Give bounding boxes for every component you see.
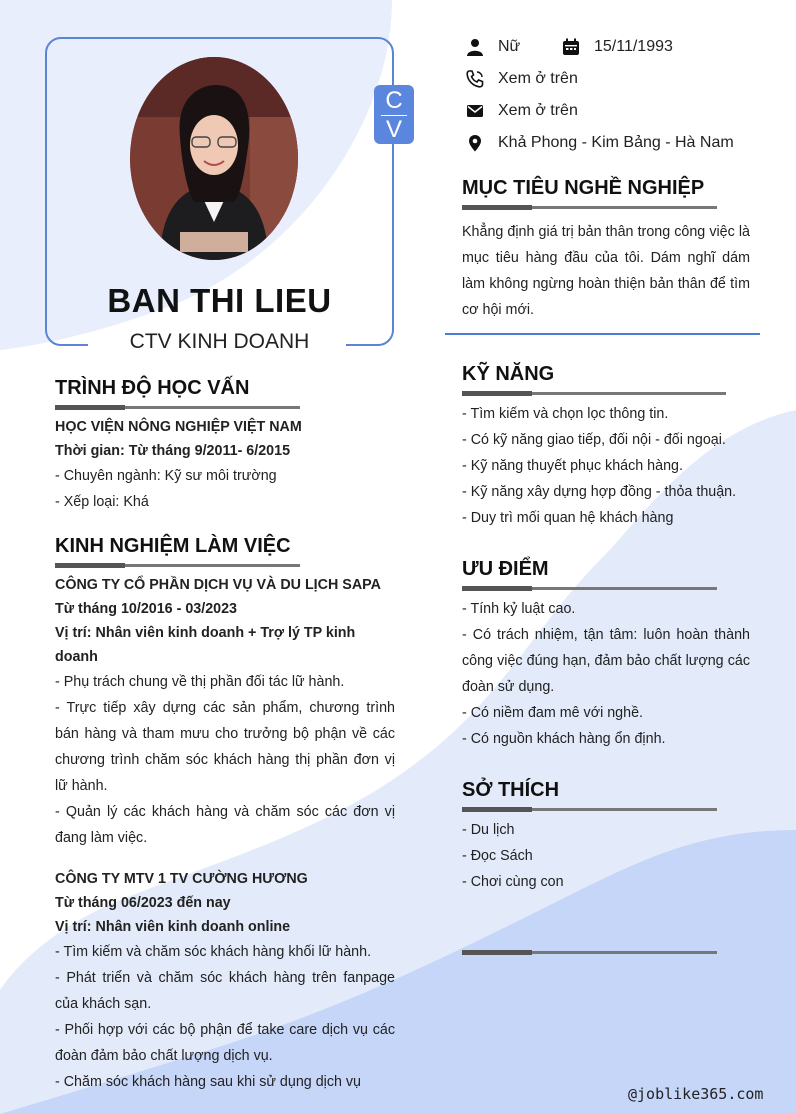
education-school: HỌC VIỆN NÔNG NGHIỆP VIỆT NAM xyxy=(55,419,302,435)
job-duty: - Trực tiếp xây dựng các sản phẩm, chương trình bán hàng và tham mưu cho trưởng bộ phận về các chương trình chăm sóc khách hàng thị phần đơn vị lữ hành. xyxy=(55,700,395,794)
job-period: Từ tháng 06/2023 đến nay xyxy=(55,895,231,911)
mail-icon xyxy=(466,102,484,120)
job-duty: - Phát triển và chăm sóc khách hàng trên fanpage của khách sạn. xyxy=(55,970,395,1012)
skill-item: - Kỹ năng xây dựng hợp đồng - thỏa thuận. xyxy=(462,484,737,500)
job-position: Vị trí: Nhân viên kinh doanh + Trợ lý TP kinh doanh xyxy=(55,625,356,665)
trailing-underline xyxy=(462,951,717,954)
person-icon xyxy=(466,38,484,56)
candidate-role: CTV KINH DOANH xyxy=(129,330,310,353)
objective-text: Khẳng định giá trị bản thân trong công việc là mục tiêu hàng đầu của tôi. Dám nghĩ dám làm không ngừng hoàn thiện bản thân để tìm cơ hội mới. xyxy=(462,224,750,318)
skill-item: - Tìm kiếm và chọn lọc thông tin. xyxy=(462,406,669,422)
job-position: Vị trí: Nhân viên kinh doanh online xyxy=(55,919,291,935)
location-pin-icon xyxy=(466,134,484,152)
candidate-name: BAN THI LIEU xyxy=(107,282,332,319)
skills-section xyxy=(462,363,750,531)
education-title: TRÌNH ĐỘ HỌC VẤN xyxy=(55,377,250,399)
strength-item: - Có niềm đam mê với nghề. xyxy=(462,705,644,721)
strengths-section xyxy=(462,558,750,752)
phone-value: Xem ở trên xyxy=(498,70,578,87)
education-underline xyxy=(55,406,300,409)
experience-title: KINH NGHIỆM LÀM VIỆC xyxy=(55,535,291,557)
strengths-underline xyxy=(462,587,717,590)
cv-badge-top: C xyxy=(381,87,407,116)
contact-phone xyxy=(466,70,578,88)
job-duty: - Phối hợp với các bộ phận để take care dịch vụ các đoàn đảm bảo chất lượng dịch vụ. xyxy=(55,1022,395,1064)
strength-item: - Có trách nhiệm, tận tâm: luôn hoàn thành công việc đúng hạn, đảm bảo chất lượng các đoàn sử dụng. xyxy=(462,627,750,695)
birthdate-value: 15/11/1993 xyxy=(594,38,673,55)
education-item: - Xếp loại: Khá xyxy=(55,494,149,510)
strengths-title: ƯU ĐIỂM xyxy=(462,558,549,580)
job-company: CÔNG TY CỔ PHẦN DỊCH VỤ VÀ DU LỊCH SAPA xyxy=(55,577,381,593)
calendar-icon xyxy=(562,38,580,56)
job-entry xyxy=(55,867,395,1095)
job-duty: - Phụ trách chung về thị phần đối tác lữ hành. xyxy=(55,674,345,690)
gender-value: Nữ xyxy=(498,38,521,55)
email-value: Xem ở trên xyxy=(498,102,578,119)
job-period: Từ tháng 10/2016 - 03/2023 xyxy=(55,601,238,617)
hobby-item: - Chơi cùng con xyxy=(462,874,564,890)
experience-section xyxy=(55,535,395,1095)
education-time: Thời gian: Từ tháng 9/2011- 6/2015 xyxy=(55,443,291,459)
job-duty: - Quản lý các khách hàng và chăm sóc các đơn vị đang làm việc. xyxy=(55,804,395,846)
strength-item: - Có nguồn khách hàng ổn định. xyxy=(462,731,666,747)
contact-birthdate xyxy=(562,38,673,56)
job-duty: - Tìm kiếm và chăm sóc khách hàng khối lữ hành. xyxy=(55,944,372,960)
education-section xyxy=(55,377,395,515)
skills-title: KỸ NĂNG xyxy=(462,363,555,385)
skill-item: - Kỹ năng thuyết phục khách hàng. xyxy=(462,458,683,474)
cv-badge xyxy=(374,85,414,144)
skill-item: - Duy trì mối quan hệ khách hàng xyxy=(462,510,674,526)
job-company: CÔNG TY MTV 1 TV CƯỜNG HƯƠNG xyxy=(55,871,308,887)
hobby-item: - Đọc Sách xyxy=(462,848,533,864)
profile-photo xyxy=(130,57,298,260)
job-duty: - Chăm sóc khách hàng sau khi sử dụng dịch vụ xyxy=(55,1074,362,1090)
footer-handle: @joblike365.com xyxy=(628,1085,764,1103)
experience-underline xyxy=(55,564,300,567)
hobbies-title: SỞ THÍCH xyxy=(462,779,560,801)
hobbies-section xyxy=(462,779,750,895)
skill-item: - Có kỹ năng giao tiếp, đối nội - đối ngoại. xyxy=(462,432,726,448)
address-value: Khả Phong - Kim Bảng - Hà Nam xyxy=(498,134,734,151)
phone-icon xyxy=(466,70,484,88)
hobby-item: - Du lịch xyxy=(462,822,515,838)
contact-email xyxy=(466,102,578,120)
objective-title: MỤC TIÊU NGHỀ NGHIỆP xyxy=(462,177,705,199)
hobbies-underline xyxy=(462,808,717,811)
objective-underline xyxy=(462,206,717,209)
section-divider xyxy=(445,333,760,335)
education-item: - Chuyên ngành: Kỹ sư môi trường xyxy=(55,468,277,484)
strength-item: - Tính kỷ luật cao. xyxy=(462,601,576,617)
contact-gender xyxy=(466,38,520,56)
job-entry xyxy=(55,573,395,851)
skills-underline xyxy=(462,392,726,395)
contact-address xyxy=(466,134,734,152)
cv-badge-bottom: V xyxy=(385,116,402,143)
objective-section xyxy=(462,177,750,323)
